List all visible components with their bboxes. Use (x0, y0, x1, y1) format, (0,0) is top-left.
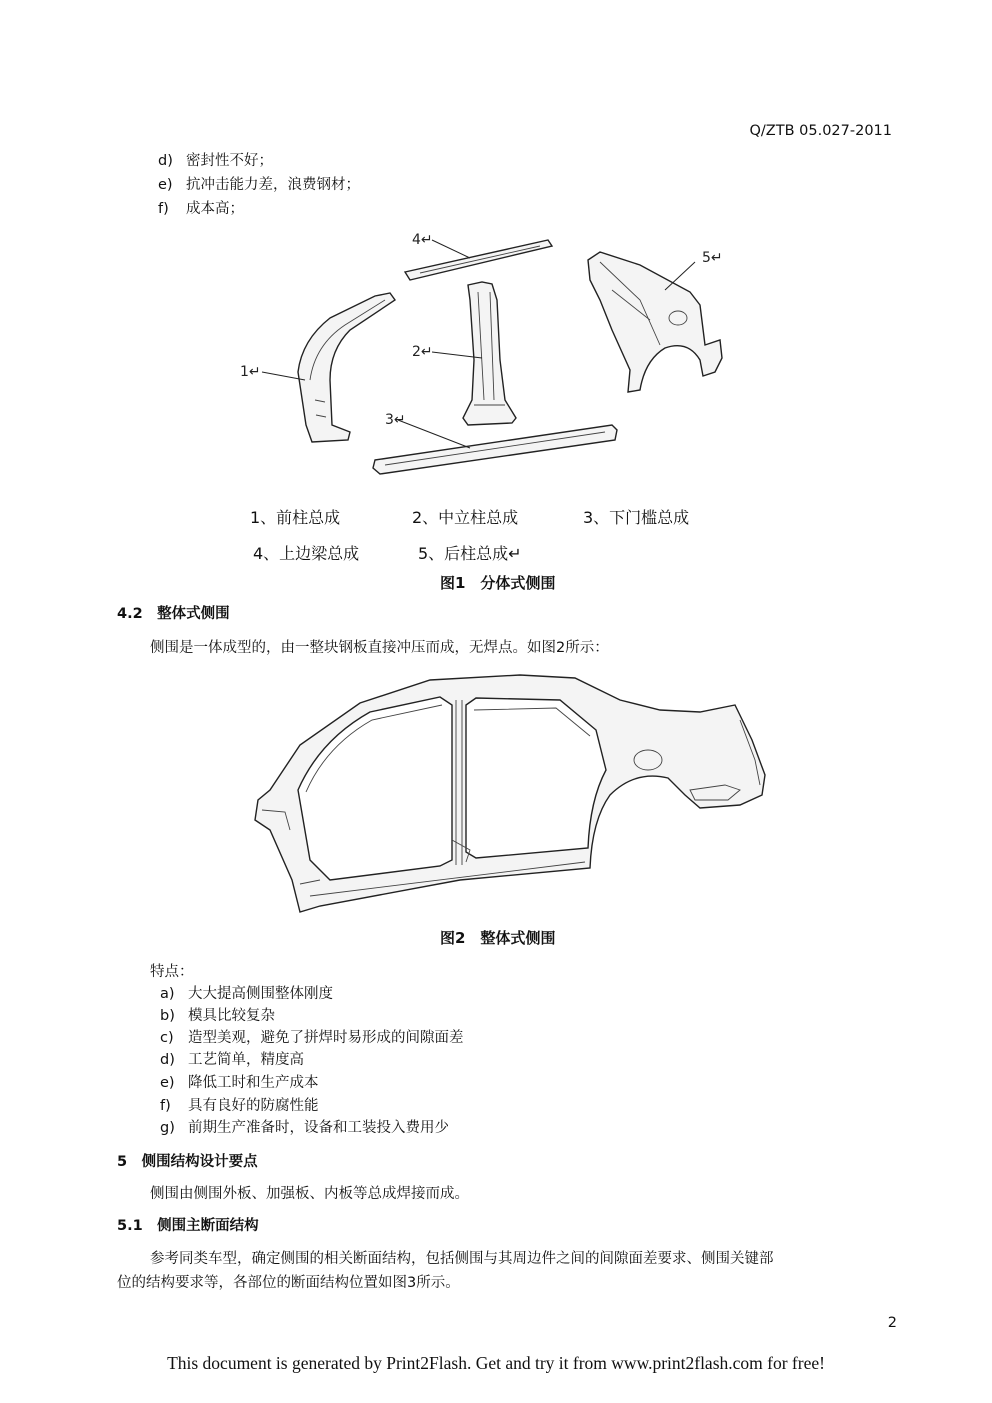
list-item-text: 模具比较复杂 (188, 1008, 275, 1024)
section-heading: 5.1 侧围主断面结构 (117, 1218, 259, 1234)
paragraph: 侧围由侧围外板、加强板、内板等总成焊接而成。 (150, 1186, 469, 1202)
list-item-label: c) (160, 1030, 174, 1046)
page-number: 2 (887, 1315, 897, 1331)
list-item-label: b) (160, 1008, 175, 1024)
list-item (160, 1117, 449, 1139)
list-item-label: e) (160, 1075, 175, 1091)
list-item-text: 降低工时和生产成本 (188, 1075, 319, 1091)
figure1-legend-item: 5、后柱总成↵ (418, 544, 522, 563)
list-item-text: 大大提高侧围整体刚度 (188, 986, 333, 1002)
list-item-label: g) (160, 1120, 175, 1136)
callout-5: 5↵ (702, 250, 723, 266)
section-heading: 5 侧围结构设计要点 (117, 1154, 258, 1170)
figure1-legend-item: 4、上边梁总成 (253, 544, 360, 563)
callout-4: 4↵ (412, 232, 433, 248)
list-item-text: 抗冲击能力差，浪费钢材； (186, 177, 360, 193)
list-item-text: 密封性不好； (186, 153, 273, 169)
list-item-label: d) (160, 1052, 175, 1068)
footer-notice: This document is generated by Print2Flash. Get and try it from www.print2flash.com for free! (167, 1353, 825, 1373)
list-item (160, 1005, 275, 1027)
list-item-text: 前期生产准备时，设备和工装投入费用少 (188, 1120, 449, 1136)
one-piece-side-panel (255, 675, 765, 912)
list-item (160, 983, 333, 1005)
list-item-text: 造型美观，避免了拼焊时易形成的间隙面差 (188, 1030, 464, 1046)
figure2-caption: 图2 整体式侧围 (440, 929, 556, 947)
list-item-text: 工艺简单，精度高 (188, 1052, 304, 1068)
list-item-label: a) (160, 986, 175, 1002)
paragraph: 侧围是一体成型的，由一整块钢板直接冲压而成，无焊点。如图2所示： (150, 640, 609, 656)
list-item-label: f) (160, 1098, 171, 1114)
document-code: Q/ZTB 05.027-2011 (749, 123, 892, 139)
list-item-text: 具有良好的防腐性能 (188, 1098, 319, 1114)
list-item (160, 1027, 464, 1049)
section-heading: 4.2 整体式侧围 (117, 606, 230, 622)
figure1-legend-item: 3、下门槛总成 (583, 508, 690, 527)
paragraph-line: 参考同类车型，确定侧围的相关断面结构，包括侧围与其周边件之间的间隙面差要求、侧围关键部 (150, 1251, 774, 1267)
figure1-caption: 图1 分体式侧围 (440, 574, 556, 592)
callout-2: 2↵ (412, 344, 433, 360)
list-item (160, 1049, 304, 1071)
list-item-text: 成本高； (186, 201, 244, 217)
list-item-label: e) (158, 177, 173, 193)
paragraph-line: 位的结构要求等，各部位的断面结构位置如图3所示。 (117, 1275, 460, 1291)
features-title: 特点： (150, 964, 194, 980)
callout-3: 3↵ (385, 412, 406, 428)
figure1-legend-item: 2、中立柱总成 (412, 508, 519, 527)
list-item (160, 1072, 319, 1094)
callout-1: 1↵ (240, 364, 261, 380)
figure1-legend-item: 1、前柱总成 (250, 508, 341, 527)
list-item-label: d) (158, 153, 173, 169)
list-item (160, 1095, 319, 1117)
list-item-label: f) (158, 201, 169, 217)
